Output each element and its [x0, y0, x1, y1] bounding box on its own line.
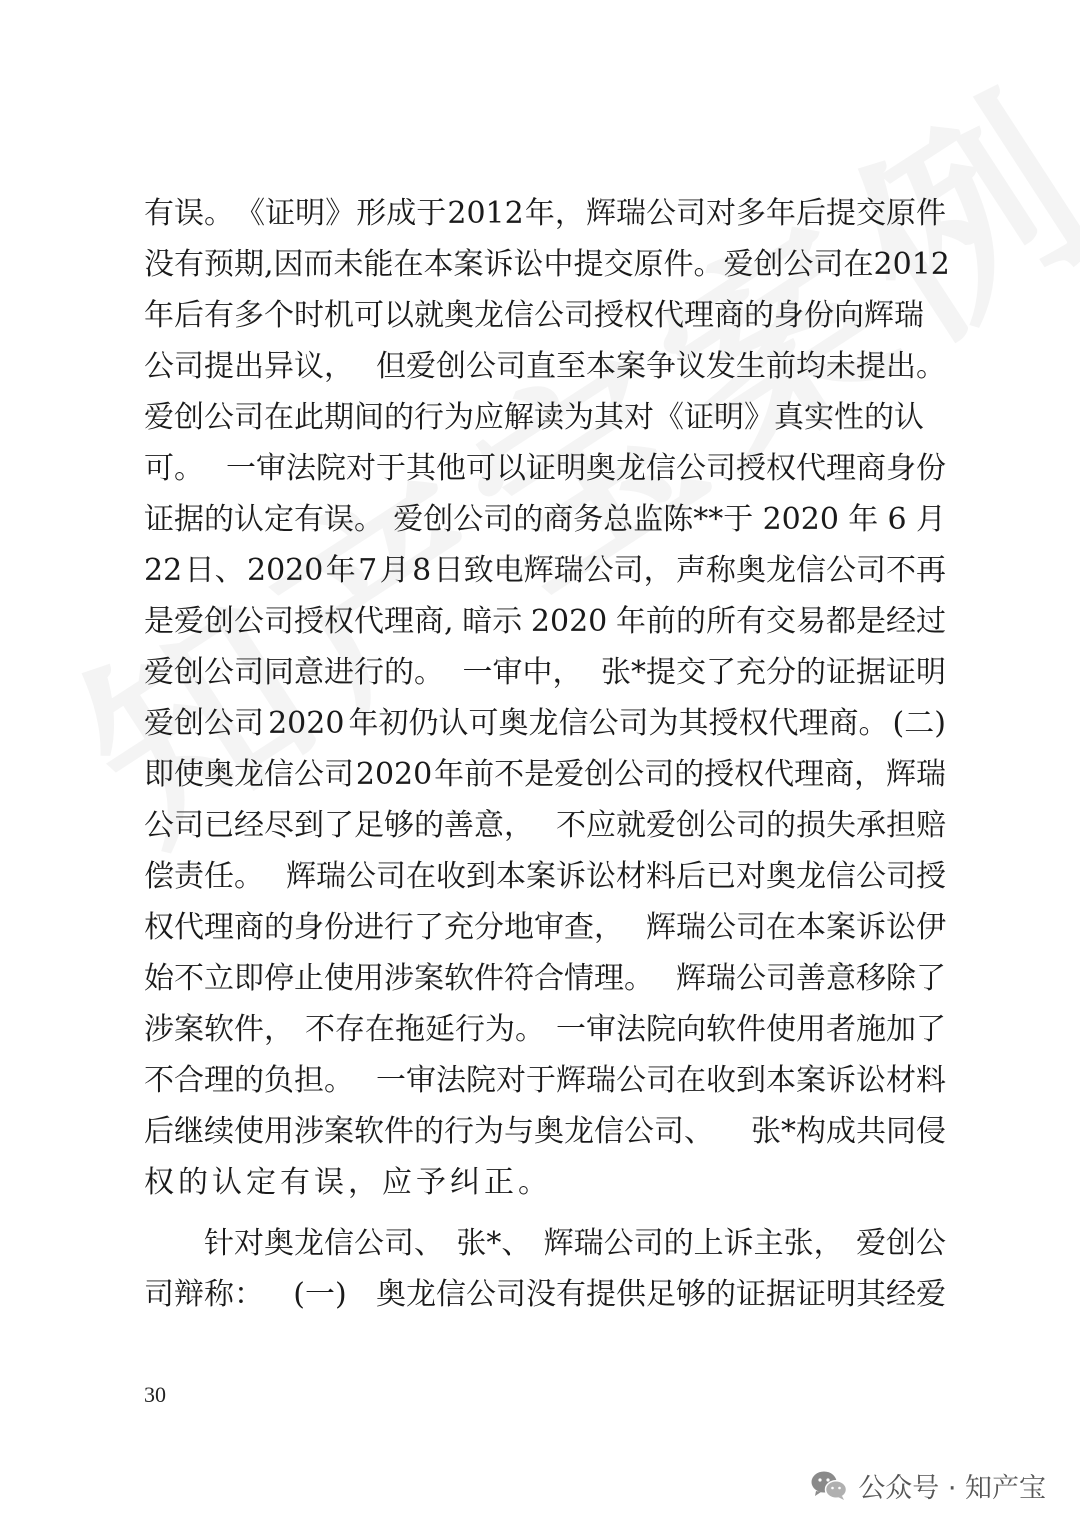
- text-segment: 形成于: [356, 196, 447, 231]
- text-segment: 《证明》: [235, 196, 356, 231]
- text-segment: 辉瑞公司在收到本案诉讼材料后已对奥龙信公司授: [286, 859, 946, 894]
- text-segment: 一审中，: [462, 655, 583, 690]
- text-segment: 2012: [873, 247, 950, 282]
- footer-brand-text: 公众号 · 知产宝: [858, 1473, 1046, 1504]
- text-segment: 8: [412, 553, 432, 588]
- text-segment: 6: [887, 502, 907, 537]
- text-segment: 年: [848, 502, 879, 537]
- text-segment: 年: [325, 553, 356, 588]
- text-line: [144, 851, 946, 902]
- text-segment: 司辩称：: [144, 1277, 264, 1312]
- text-segment: 年前的所有交易都是经过: [615, 604, 946, 639]
- text-line: [144, 647, 946, 698]
- text-segment: 奥龙信公司没有提供足够的证据证明其经爱: [375, 1277, 946, 1312]
- text-line: [144, 953, 946, 1004]
- text-segment: 一审法院对于辉瑞公司在收到本案诉讼材料: [376, 1063, 946, 1098]
- text-line: [144, 596, 946, 647]
- text-segment: 辉瑞公司的上诉主张，: [543, 1226, 844, 1261]
- text-segment: 应予纠正。: [382, 1165, 552, 1200]
- text-line: [144, 1055, 946, 1106]
- text-segment: 不应就爱创公司的损失承担赔: [556, 808, 946, 843]
- text-segment: 爱创公司在: [723, 247, 874, 282]
- text-segment: 日致电辉瑞公司，: [433, 553, 674, 588]
- text-segment: 爱创公司在此期间的行为应解读为其对《证明》真实性的认: [144, 400, 924, 435]
- text-segment: 暗示: [462, 604, 523, 639]
- text-segment: 爱创公司: [144, 706, 264, 741]
- text-segment: 张*提交了充分的证据证明: [601, 655, 946, 690]
- text-line: [144, 1004, 946, 1055]
- text-segment: 公司提出异议，: [144, 349, 354, 384]
- text-line: [144, 188, 946, 239]
- text-segment: 日、: [184, 553, 245, 588]
- text-line: [144, 1269, 946, 1320]
- text-segment: 偿责任。: [144, 859, 264, 894]
- text-segment: 年后有多个时机可以就奥龙信公司授权代理商的身份向辉瑞: [144, 298, 924, 333]
- text-segment: 辉瑞公司在本案诉讼伊: [646, 910, 946, 945]
- text-segment: 公司已经尽到了足够的善意，: [144, 808, 534, 843]
- text-line: [144, 1218, 946, 1269]
- text-segment: 张*构成共同侵: [751, 1114, 946, 1149]
- text-segment: 年，: [524, 196, 585, 231]
- text-line: [144, 800, 946, 851]
- text-segment: (二): [892, 706, 946, 741]
- text-segment: 始不立即停止使用涉案软件符合情理。: [144, 961, 654, 996]
- text-line: [144, 902, 946, 953]
- text-segment: 一审法院向软件使用者施加了: [556, 1012, 946, 1047]
- text-segment: 22: [144, 553, 183, 588]
- text-segment: 2020: [762, 502, 839, 537]
- text-segment: 辉瑞公司对多年后提交原件: [585, 196, 946, 231]
- text-segment: 后继续使用涉案软件的行为与奥龙信公司、: [144, 1114, 714, 1149]
- document-body: [144, 188, 950, 1320]
- text-line: [144, 239, 950, 290]
- text-line: [144, 545, 946, 596]
- text-segment: 月: [379, 553, 410, 588]
- text-line: [144, 290, 946, 341]
- text-segment: 针对奥龙信公司、: [204, 1226, 444, 1261]
- text-segment: 月: [915, 502, 946, 537]
- text-segment: 声称奥龙信公司不再: [675, 553, 946, 588]
- text-segment: 权的认定有误，: [144, 1165, 382, 1200]
- text-segment: 没有预期,: [144, 247, 274, 282]
- text-segment: 爱创公: [855, 1226, 946, 1261]
- text-segment: 不存在拖延行为。: [305, 1012, 545, 1047]
- wechat-icon: [810, 1470, 848, 1502]
- text-line: [144, 443, 946, 494]
- text-segment: 2020: [247, 553, 324, 588]
- text-segment: 2020: [268, 706, 345, 741]
- text-segment: 是爱创公司授权代理商,: [144, 604, 454, 639]
- text-line: [144, 1157, 946, 1208]
- text-line: [144, 749, 946, 800]
- text-segment: 爱创公司的商务总监陈**于: [393, 502, 754, 537]
- text-segment: 即使奥龙信公司: [144, 757, 354, 792]
- text-segment: 2020: [530, 604, 608, 639]
- text-line: [144, 698, 946, 749]
- text-segment: 2012: [447, 196, 524, 231]
- text-segment: 爱创公司同意进行的。: [144, 655, 444, 690]
- text-segment: 证据的认定有误。: [144, 502, 384, 537]
- text-segment: 张*、: [456, 1226, 532, 1261]
- text-segment: 7: [358, 553, 378, 588]
- text-segment: 不合理的负担。: [144, 1063, 354, 1098]
- footer-brand[interactable]: [810, 1466, 1046, 1505]
- text-segment: (一): [293, 1277, 347, 1312]
- text-segment: 年前不是爱创公司的授权代理商，: [434, 757, 885, 792]
- text-line: [144, 494, 946, 545]
- text-segment: 有误。: [144, 196, 234, 231]
- text-segment: 年初仍认可奥龙信公司为其授权代理商。: [348, 706, 889, 741]
- text-segment: 辉瑞公司善意移除了: [676, 961, 946, 996]
- text-segment: 但爱创公司直至本案争议发生前均未提出。: [376, 349, 946, 384]
- text-segment: 权代理商的身份进行了充分地审查，: [144, 910, 624, 945]
- text-segment: 可。: [144, 451, 204, 486]
- text-segment: 2020: [355, 757, 433, 792]
- text-line: [144, 1106, 946, 1157]
- text-segment: 一审法院对于其他可以证明奥龙信公司授权代理商身份: [226, 451, 946, 486]
- text-segment: 因而未能在本案诉讼中提交原件。: [273, 247, 724, 282]
- text-line: [144, 392, 946, 443]
- page-number: 30: [144, 1382, 166, 1407]
- text-segment: 辉瑞: [885, 757, 946, 792]
- text-segment: 涉案软件，: [144, 1012, 294, 1047]
- text-line: [144, 341, 946, 392]
